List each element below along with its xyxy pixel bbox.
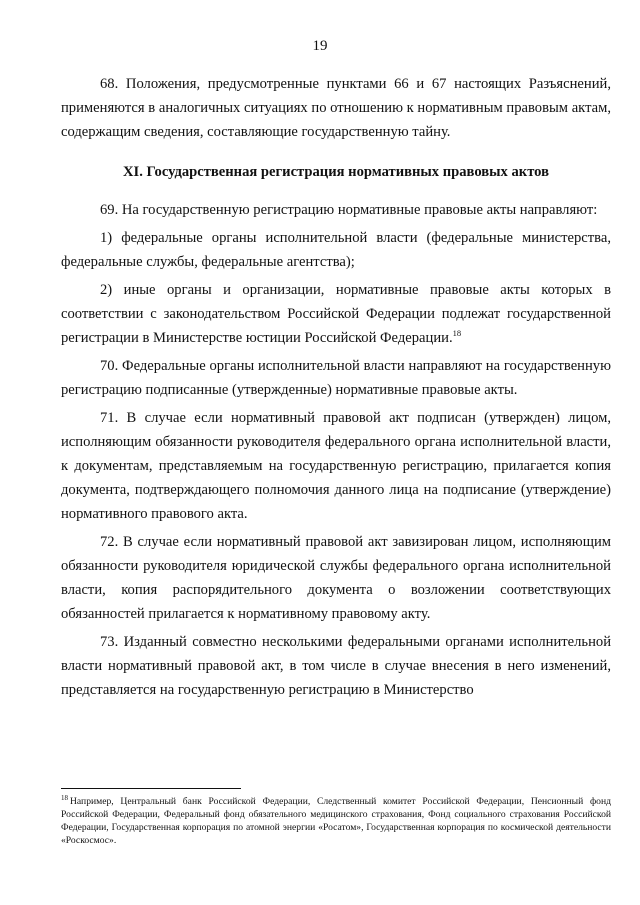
paragraph-69-item-2-text: 2) иные органы и организации, нормативные правовые акты которых в соответствии с законодательством Российской Федерации подлежат государственной регистрации в Министерстве юстиции Российской Федерации.	[61, 282, 611, 346]
footnote-reference: 18	[452, 328, 462, 339]
paragraph-68: 68. Положения, предусмотренные пунктами 66 и 67 настоящих Разъяснений, применяются в аналогичных ситуациях по отношению к нормативным правовым актам, содержащим сведения, составляющие государственную тайну.	[61, 76, 611, 140]
document-body	[61, 72, 611, 706]
footnote-mark: 18	[61, 793, 68, 802]
paragraph-69: 69. На государственную регистрацию нормативные правовые акты направляют:	[100, 202, 598, 218]
paragraph-73: 73. Изданный совместно несколькими федеральными органами исполнительной власти нормативный правовой акт, в том числе в случае внесения в него изменений, представляется на государственную регистрацию в Министерство	[61, 634, 611, 698]
page-number: 19	[312, 38, 328, 54]
paragraph-72: 72. В случае если нормативный правовой акт завизирован лицом, исполняющим обязанности руководителя юридической службы федерального органа исполнительной власти, копия распорядительного документа о возложении соответствующих обязанностей прилагается к нормативному правовому акту.	[61, 534, 611, 622]
footnote-text: Например, Центральный банк Российской Федерации, Следственный комитет Российской Федерации, Пенсионный фонд Российской Федерации, Федеральный фонд обязательного медицинского страхования, Фонд социального страхования Российской Федерации, Государственная корпорация по атомной энергии «Росатом», Государственная корпорация по космической деятельности «Роскосмос».	[61, 796, 611, 846]
paragraph-69-item-2	[61, 278, 611, 350]
paragraph-71: 71. В случае если нормативный правовой акт подписан (утвержден) лицом, исполняющим обязанности руководителя федерального органа исполнительной власти, к документам, представляемым на государственную регистрацию, прилагается копия документа, подтверждающего полномочия данного лица на подписание (утверждение) нормативного правового акта.	[61, 410, 611, 522]
paragraph-70: 70. Федеральные органы исполнительной власти направляют на государственную регистрацию подписанные (утвержденные) нормативные правовые акты.	[61, 358, 611, 398]
footnote-divider	[61, 788, 241, 789]
footnote	[61, 795, 611, 847]
section-heading: XI. Государственная регистрация нормативных правовых актов	[123, 164, 549, 180]
paragraph-69-item-1: 1) федеральные органы исполнительной власти (федеральные министерства, федеральные службы, федеральные агентства);	[61, 230, 611, 270]
